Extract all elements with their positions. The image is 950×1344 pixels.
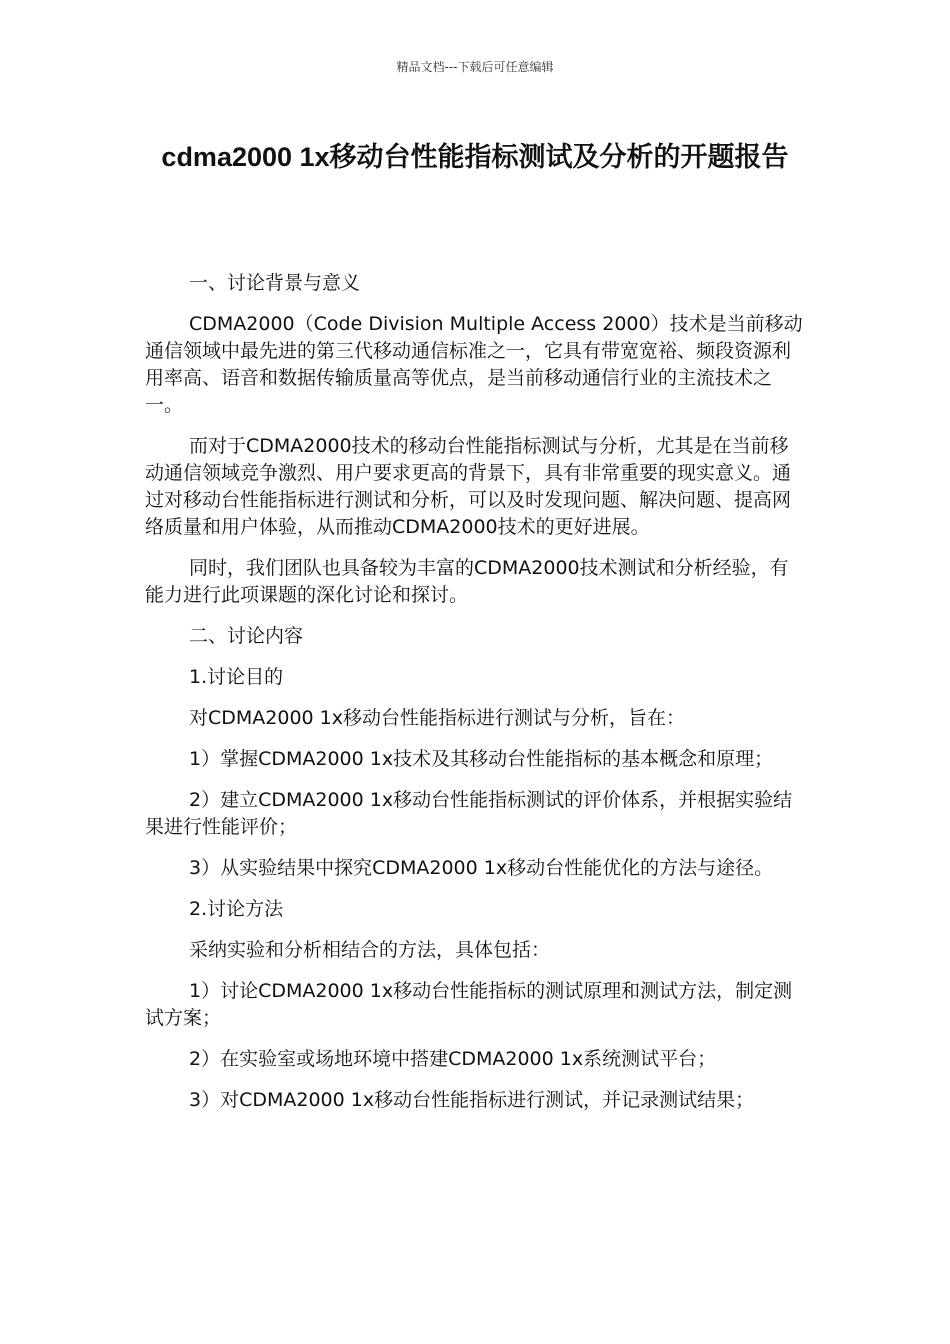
paragraph-method-intro: 采纳实验和分析相结合的方法，具体包括： <box>189 939 551 961</box>
purpose-item-2: 2）建立CDMA2000 1x移动台性能指标测试的评价体系，并根据实验结果进行性能评价； <box>145 789 793 838</box>
purpose-item-3: 3）从实验结果中探究CDMA2000 1x移动台性能优化的方法与途径。 <box>189 857 774 879</box>
subheading-method: 2.讨论方法 <box>189 898 284 920</box>
section-heading-background: 一、讨论背景与意义 <box>189 272 361 294</box>
method-item-3: 3）对CDMA2000 1x移动台性能指标进行测试，并记录测试结果； <box>189 1089 755 1111</box>
document-body <box>145 270 805 1128</box>
purpose-item-1: 1）掌握CDMA2000 1x技术及其移动台性能指标的基本概念和原理； <box>189 748 774 770</box>
subheading-purpose: 1.讨论目的 <box>189 666 284 688</box>
paragraph-team-experience: 同时，我们团队也具备较为丰富的CDMA2000技术测试和分析经验，有能力进行此项课题的深化讨论和探讨。 <box>145 557 789 606</box>
section-heading-content: 二、讨论内容 <box>189 625 304 647</box>
paragraph-significance: 而对于CDMA2000技术的移动台性能指标测试与分析，尤其是在当前移动通信领域竞争激烈、用户要求更高的背景下，具有非常重要的现实意义。通过对移动台性能指标进行测试和分析，可以及时发现问题、解决问题、提高网络质量和用户体验，从而推动CDMA2000技术的更好进展。 <box>145 435 792 538</box>
paragraph-purpose-intro: 对CDMA2000 1x移动台性能指标进行测试与分析，旨在： <box>189 707 686 729</box>
page-header: 精品文档---下载后可任意编辑 <box>396 60 554 74</box>
paragraph-cdma-intro: CDMA2000（Code Division Multiple Access 2000）技术是当前移动通信领域中最先进的第三代移动通信标准之一，它具有带宽宽裕、频段资源利用率高、语音和数据传输质量高等优点，是当前移动通信行业的主流技术之一。 <box>145 313 803 416</box>
document-title: cdma2000 1x移动台性能指标测试及分析的开题报告 <box>161 142 789 172</box>
method-item-1: 1）讨论CDMA2000 1x移动台性能指标的测试原理和测试方法，制定测试方案； <box>145 980 793 1029</box>
method-item-2: 2）在实验室或场地环境中搭建CDMA2000 1x系统测试平台； <box>189 1048 717 1070</box>
